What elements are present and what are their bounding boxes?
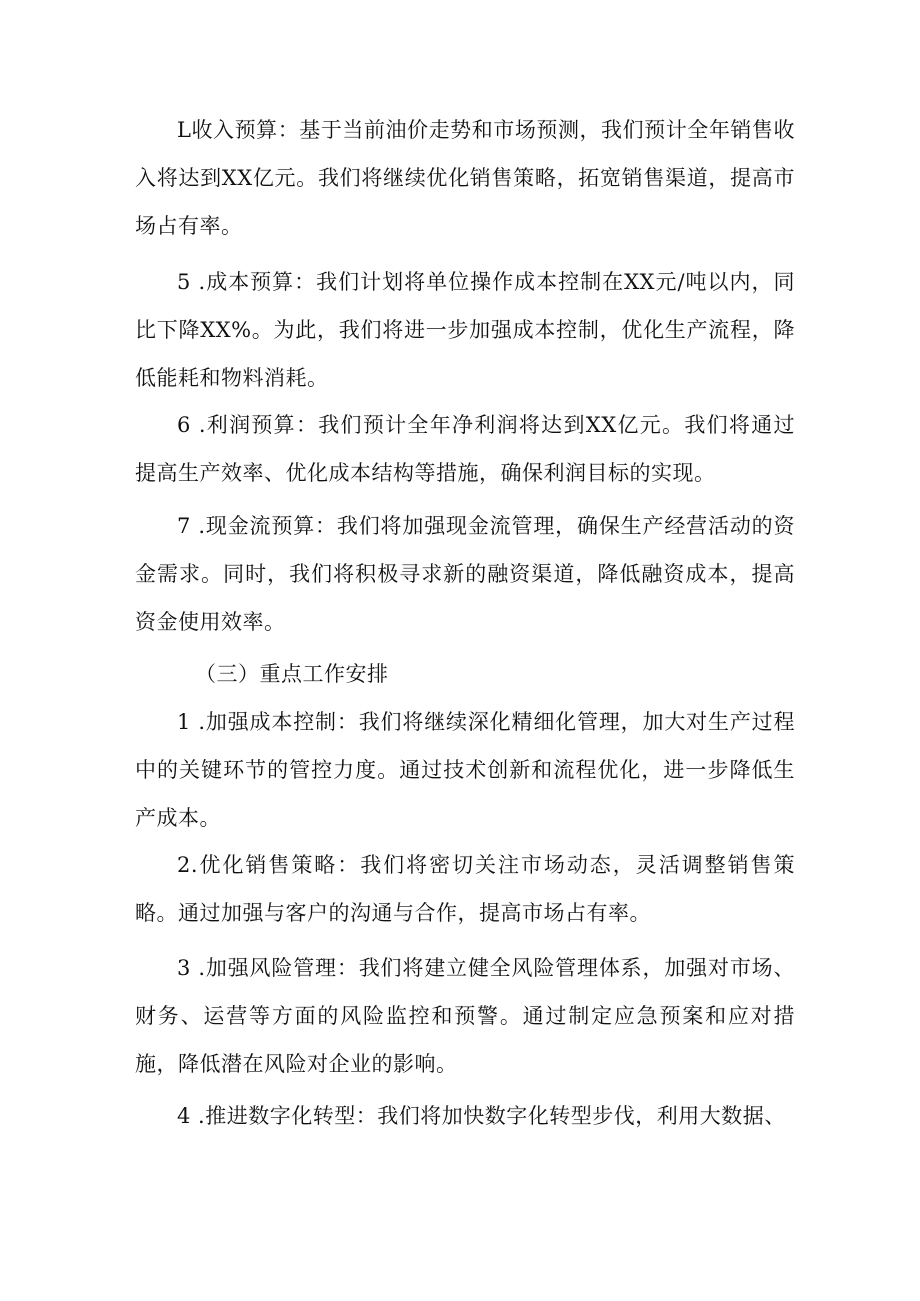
work-item-risk-management: 3 .加强风险管理：我们将建立健全风险管理体系，加强对市场、财务、运营等方面的风险监控和预警。通过制定应急预案和应对措施，降低潜在风险对企业的影响。 bbox=[135, 956, 795, 1076]
paragraph-profit-budget: 6 .利润预算：我们预计全年净利润将达到XX亿元。我们将通过提高生产效率、优化成本结构等措施，确保利润目标的实现。 bbox=[135, 413, 795, 485]
work-item-digital-transformation: 4 .推进数字化转型：我们将加快数字化转型步伐，利用大数据、 bbox=[177, 1104, 786, 1128]
paragraph-cashflow-budget: 7 .现金流预算：我们将加强现金流管理，确保生产经营活动的资金需求。同时，我们将积极寻求新的融资渠道，降低融资成本，提高资金使用效率。 bbox=[135, 514, 795, 634]
section-heading: （三）重点工作安排 bbox=[195, 662, 389, 686]
work-item-sales-strategy: 2.优化销售策略：我们将密切关注市场动态，灵活调整销售策略。通过加强与客户的沟通与合作，提高市场占有率。 bbox=[135, 853, 795, 925]
work-item-cost-control: 1 .加强成本控制：我们将继续深化精细化管理，加大对生产过程中的关键环节的管控力度。通过技术创新和流程优化，进一步降低生产成本。 bbox=[135, 710, 795, 830]
paragraph-cost-budget: 5 .成本预算：我们计划将单位操作成本控制在XX元/吨以内，同比下降XX%。为此，我们将进一步加强成本控制，优化生产流程，降低能耗和物料消耗。 bbox=[135, 270, 795, 390]
paragraph-revenue-budget: L收入预算：基于当前油价走势和市场预测，我们预计全年销售收入将达到XX亿元。我们将继续优化销售策略，拓宽销售渠道，提高市场占有率。 bbox=[135, 118, 795, 238]
